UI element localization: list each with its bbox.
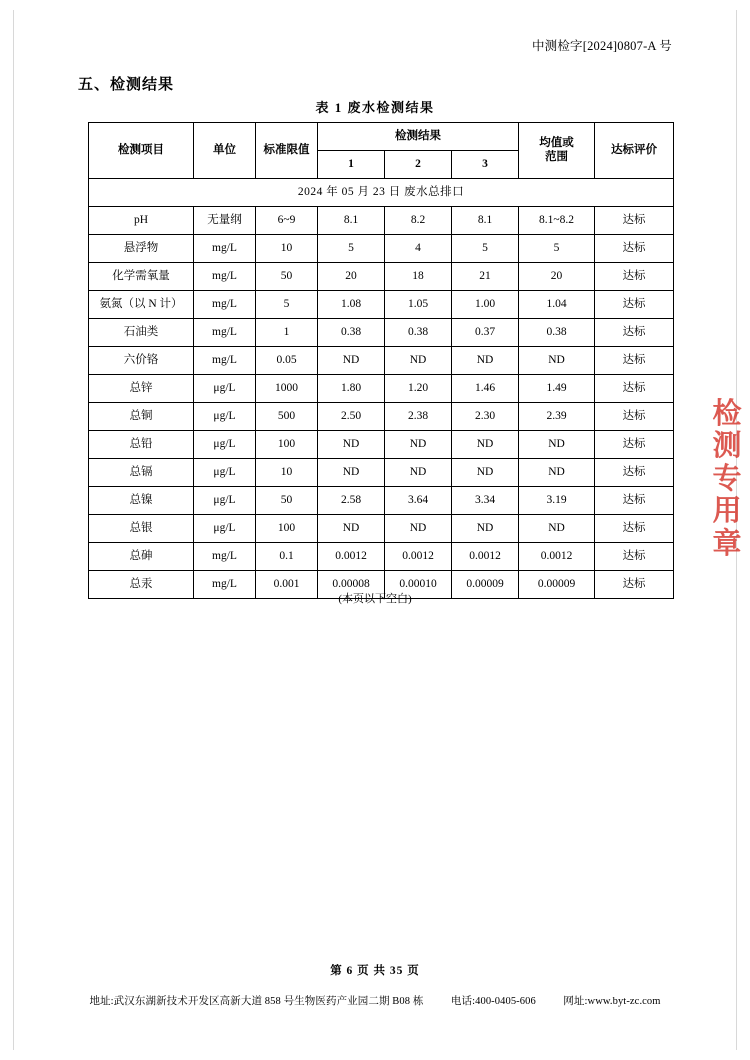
table-row bbox=[89, 375, 674, 403]
cell-result-3: ND bbox=[452, 431, 519, 459]
footer-website: 网址:www.byt-zc.com bbox=[563, 996, 661, 1007]
cell-item: 氨氮（以 N 计） bbox=[89, 291, 194, 319]
cell-mean: 0.00009 bbox=[519, 571, 595, 599]
cell-result-3: 21 bbox=[452, 263, 519, 291]
table-header-row-1 bbox=[89, 123, 674, 151]
section-title: 五、检测结果 bbox=[78, 77, 175, 93]
cell-result-3: 2.30 bbox=[452, 403, 519, 431]
stamp-char-3: 专 bbox=[712, 462, 742, 495]
cell-unit: μg/L bbox=[194, 515, 256, 543]
footer-address: 地址:武汉东湖新技术开发区高新大道 858 号生物医药产业园二期 B08 栋 bbox=[89, 996, 424, 1007]
cell-evaluation: 达标 bbox=[595, 571, 674, 599]
cell-result-2: 0.00010 bbox=[385, 571, 452, 599]
cell-limit: 1000 bbox=[256, 375, 318, 403]
cell-unit: μg/L bbox=[194, 375, 256, 403]
cell-result-3: ND bbox=[452, 347, 519, 375]
cell-item: 化学需氧量 bbox=[89, 263, 194, 291]
cell-result-1: 5 bbox=[318, 235, 385, 263]
cell-mean: 5 bbox=[519, 235, 595, 263]
cell-result-1: ND bbox=[318, 347, 385, 375]
cell-limit: 0.001 bbox=[256, 571, 318, 599]
cell-evaluation: 达标 bbox=[595, 515, 674, 543]
page-number: 第 6 页 共 35 页 bbox=[330, 965, 420, 977]
cell-mean: ND bbox=[519, 515, 595, 543]
group-row-label: 2024 年 05 月 23 日 废水总排口 bbox=[89, 179, 674, 207]
table-row bbox=[89, 459, 674, 487]
cell-result-2: ND bbox=[385, 431, 452, 459]
header-mean-line2: 范围 bbox=[545, 150, 569, 163]
wastewater-results-table bbox=[88, 122, 674, 599]
cell-result-2: 18 bbox=[385, 263, 452, 291]
cell-item: 总镍 bbox=[89, 487, 194, 515]
cell-result-2: 4 bbox=[385, 235, 452, 263]
cell-result-1: ND bbox=[318, 431, 385, 459]
table-row bbox=[89, 347, 674, 375]
header-item: 检测项目 bbox=[89, 123, 194, 179]
cell-result-3: 1.00 bbox=[452, 291, 519, 319]
cell-unit: mg/L bbox=[194, 571, 256, 599]
cell-unit: mg/L bbox=[194, 263, 256, 291]
cell-evaluation: 达标 bbox=[595, 403, 674, 431]
cell-result-2: 3.64 bbox=[385, 487, 452, 515]
cell-evaluation: 达标 bbox=[595, 375, 674, 403]
inspection-seal-stamp bbox=[710, 398, 744, 560]
cell-result-2: ND bbox=[385, 515, 452, 543]
cell-limit: 100 bbox=[256, 515, 318, 543]
cell-item: 六价铬 bbox=[89, 347, 194, 375]
cell-mean: 2.39 bbox=[519, 403, 595, 431]
cell-mean: 8.1~8.2 bbox=[519, 207, 595, 235]
header-result-2: 2 bbox=[385, 151, 452, 179]
cell-result-3: 5 bbox=[452, 235, 519, 263]
cell-result-3: 0.0012 bbox=[452, 543, 519, 571]
table-body bbox=[89, 179, 674, 599]
cell-result-2: ND bbox=[385, 459, 452, 487]
cell-result-1: ND bbox=[318, 515, 385, 543]
cell-item: 石油类 bbox=[89, 319, 194, 347]
cell-result-1: 20 bbox=[318, 263, 385, 291]
cell-result-3: 8.1 bbox=[452, 207, 519, 235]
footer-phone: 电话:400-0405-606 bbox=[450, 996, 536, 1007]
cell-unit: μg/L bbox=[194, 403, 256, 431]
cell-result-1: 0.38 bbox=[318, 319, 385, 347]
cell-item: 总砷 bbox=[89, 543, 194, 571]
table-row bbox=[89, 487, 674, 515]
cell-mean: 1.04 bbox=[519, 291, 595, 319]
stamp-char-2: 测 bbox=[712, 430, 742, 463]
cell-unit: mg/L bbox=[194, 291, 256, 319]
cell-result-2: 0.0012 bbox=[385, 543, 452, 571]
cell-unit: μg/L bbox=[194, 431, 256, 459]
cell-unit: 无量纲 bbox=[194, 207, 256, 235]
cell-evaluation: 达标 bbox=[595, 459, 674, 487]
cell-unit: μg/L bbox=[194, 487, 256, 515]
cell-result-1: 2.58 bbox=[318, 487, 385, 515]
cell-result-3: 1.46 bbox=[452, 375, 519, 403]
table-row bbox=[89, 263, 674, 291]
table-row bbox=[89, 319, 674, 347]
cell-limit: 10 bbox=[256, 235, 318, 263]
cell-limit: 10 bbox=[256, 459, 318, 487]
cell-unit: mg/L bbox=[194, 235, 256, 263]
header-mean bbox=[519, 123, 595, 179]
stamp-char-5: 章 bbox=[712, 527, 742, 560]
cell-mean: 0.38 bbox=[519, 319, 595, 347]
cell-unit: mg/L bbox=[194, 543, 256, 571]
cell-item: 总铜 bbox=[89, 403, 194, 431]
table-group-row bbox=[89, 179, 674, 207]
table-row bbox=[89, 235, 674, 263]
cell-item: 总汞 bbox=[89, 571, 194, 599]
cell-result-2: 8.2 bbox=[385, 207, 452, 235]
cell-mean: 1.49 bbox=[519, 375, 595, 403]
cell-result-2: 1.05 bbox=[385, 291, 452, 319]
page-border-left bbox=[13, 10, 14, 1050]
cell-result-1: 8.1 bbox=[318, 207, 385, 235]
cell-limit: 0.05 bbox=[256, 347, 318, 375]
cell-evaluation: 达标 bbox=[595, 319, 674, 347]
cell-mean: ND bbox=[519, 347, 595, 375]
report-number: 中测检字[2024]0807-A 号 bbox=[531, 39, 672, 53]
cell-result-3: 0.37 bbox=[452, 319, 519, 347]
header-result-3: 3 bbox=[452, 151, 519, 179]
table-row bbox=[89, 291, 674, 319]
cell-limit: 50 bbox=[256, 263, 318, 291]
cell-evaluation: 达标 bbox=[595, 347, 674, 375]
table-row bbox=[89, 431, 674, 459]
table-row bbox=[89, 403, 674, 431]
header-mean-line1: 均值或 bbox=[539, 137, 574, 150]
table-row bbox=[89, 207, 674, 235]
cell-unit: mg/L bbox=[194, 347, 256, 375]
cell-mean: 3.19 bbox=[519, 487, 595, 515]
table-row bbox=[89, 543, 674, 571]
stamp-char-1: 检 bbox=[712, 398, 742, 430]
cell-result-1: 0.00008 bbox=[318, 571, 385, 599]
cell-result-1: 2.50 bbox=[318, 403, 385, 431]
cell-evaluation: 达标 bbox=[595, 235, 674, 263]
cell-result-2: 0.38 bbox=[385, 319, 452, 347]
header-results: 检测结果 bbox=[318, 123, 519, 151]
cell-unit: mg/L bbox=[194, 319, 256, 347]
cell-item: 悬浮物 bbox=[89, 235, 194, 263]
header-limit: 标准限值 bbox=[256, 123, 318, 179]
cell-mean: ND bbox=[519, 431, 595, 459]
blank-note: (本页以下空白) bbox=[338, 593, 412, 605]
table-caption: 表 1 废水检测结果 bbox=[315, 100, 435, 115]
cell-limit: 500 bbox=[256, 403, 318, 431]
cell-result-3: 0.00009 bbox=[452, 571, 519, 599]
cell-result-1: 0.0012 bbox=[318, 543, 385, 571]
cell-limit: 100 bbox=[256, 431, 318, 459]
cell-limit: 1 bbox=[256, 319, 318, 347]
cell-evaluation: 达标 bbox=[595, 207, 674, 235]
header-result-1: 1 bbox=[318, 151, 385, 179]
cell-result-2: 2.38 bbox=[385, 403, 452, 431]
cell-result-1: 1.80 bbox=[318, 375, 385, 403]
cell-limit: 50 bbox=[256, 487, 318, 515]
cell-result-3: ND bbox=[452, 459, 519, 487]
cell-mean: 0.0012 bbox=[519, 543, 595, 571]
cell-evaluation: 达标 bbox=[595, 291, 674, 319]
cell-mean: 20 bbox=[519, 263, 595, 291]
cell-evaluation: 达标 bbox=[595, 543, 674, 571]
footer-contact bbox=[0, 993, 750, 1008]
cell-result-2: 1.20 bbox=[385, 375, 452, 403]
cell-unit: μg/L bbox=[194, 459, 256, 487]
table-row bbox=[89, 515, 674, 543]
cell-evaluation: 达标 bbox=[595, 431, 674, 459]
cell-mean: ND bbox=[519, 459, 595, 487]
cell-result-2: ND bbox=[385, 347, 452, 375]
cell-result-1: ND bbox=[318, 459, 385, 487]
cell-evaluation: 达标 bbox=[595, 263, 674, 291]
header-unit: 单位 bbox=[194, 123, 256, 179]
cell-limit: 5 bbox=[256, 291, 318, 319]
cell-item: 总铅 bbox=[89, 431, 194, 459]
cell-evaluation: 达标 bbox=[595, 487, 674, 515]
cell-item: 总镉 bbox=[89, 459, 194, 487]
header-evaluation: 达标评价 bbox=[595, 123, 674, 179]
stamp-char-4: 用 bbox=[712, 495, 742, 528]
cell-result-3: ND bbox=[452, 515, 519, 543]
cell-item: 总锌 bbox=[89, 375, 194, 403]
cell-limit: 6~9 bbox=[256, 207, 318, 235]
cell-item: pH bbox=[89, 207, 194, 235]
cell-result-1: 1.08 bbox=[318, 291, 385, 319]
cell-item: 总银 bbox=[89, 515, 194, 543]
cell-limit: 0.1 bbox=[256, 543, 318, 571]
cell-result-3: 3.34 bbox=[452, 487, 519, 515]
